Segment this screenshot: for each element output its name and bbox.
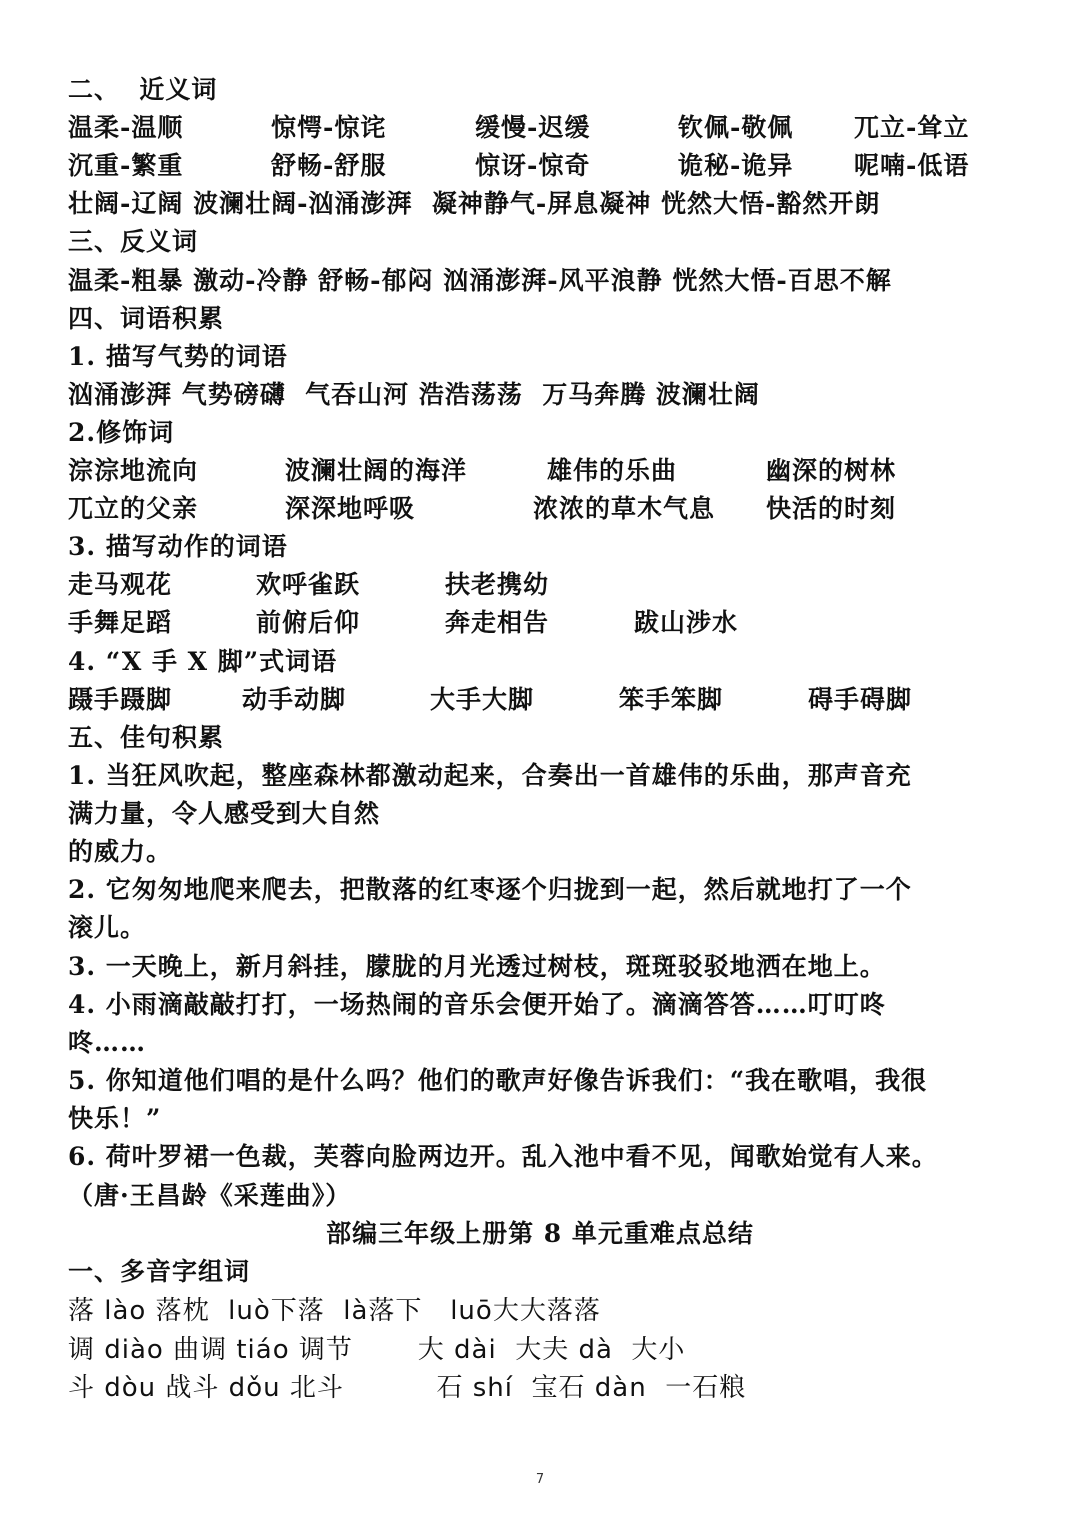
phrase: 动手动脚 [242,685,347,714]
phrase: 大手大脚 [430,685,535,714]
phrase: 扶老携幼 [445,570,550,599]
phrase: 碍手碍脚 [808,685,913,714]
sentences-heading: 五、佳句积累 [68,723,225,752]
phrase: 前俯后仰 [256,608,361,637]
synonym-pair: 兀立-耸立 [854,113,970,142]
sentence-line: 3. 一天晚上，新月斜挂，朦胧的月光透过树枝，斑斑驳驳地洒在地上。 [68,952,886,981]
sentence-line: 满力量，令人感受到大自然 [68,799,381,828]
phrase: 深深地呼吸 [285,494,416,523]
sentence-line: 滚儿。 [68,913,147,942]
synonym-pair: 温柔-温顺 [68,113,184,142]
unit8-title: 部编三年级上册第 8 单元重难点总结 [326,1219,754,1248]
phrase: 跋山涉水 [634,608,739,637]
antonyms-line: 温柔-粗暴 激动-冷静 舒畅-郁闷 汹涌澎湃-风平浪静 恍然大悟-百思不解 [68,266,892,295]
phrase: 手舞足蹈 [68,608,173,637]
phrase: 雄伟的乐曲 [547,456,678,485]
sentence-line: 1. 当狂风吹起，整座森林都激动起来，合奏出一首雄伟的乐曲，那声音充 [68,761,912,790]
phrase: 浓浓的草木气息 [533,494,716,523]
synonym-pair: 诡秘-诡异 [678,151,794,180]
sentence-line: 快乐！” [68,1104,162,1133]
sentence-line: 5. 你知道他们唱的是什么吗？他们的歌声好像告诉我们：“我在歌唱，我很 [68,1066,928,1095]
phrase: 快活的时刻 [766,494,897,523]
polyphone-line: 斗 dòu 战斗 dǒu 北斗 石 shí 宝石 dàn 一石粮 [68,1373,747,1403]
polyphone-line: 调 diào 曲调 tiáo 调节 大 dài 大夫 dà 大小 [68,1335,686,1365]
synonym-pair: 舒畅-舒服 [271,151,387,180]
sentence-line: 的威力。 [68,837,173,866]
phrase: 兀立的父亲 [68,494,199,523]
phrase: 淙淙地流向 [68,456,199,485]
sentence-line: （唐·王昌龄《采莲曲》） [68,1181,352,1210]
phrase: 幽深的树林 [766,456,897,485]
phrase: 欢呼雀跃 [256,570,361,599]
sentence-line: 4. 小雨滴敲敲打打，一场热闹的音乐会便开始了。滴滴答答……叮叮咚 [68,990,886,1019]
phrase: 波澜壮阔的海洋 [285,456,468,485]
phrase: 走马观花 [68,570,173,599]
sentence-line: 2. 它匆匆地爬来爬去，把散落的红枣逐个归拢到一起，然后就地打了一个 [68,875,912,904]
polyphone-line: 落 lào 落枕 luò下落 là落下 luō大大落落 [68,1296,601,1326]
page-number: 7 [535,1472,545,1487]
synonyms-row-3: 壮阔-辽阔 波澜壮阔-汹涌澎湃 凝神静气-屏息凝神 恍然大悟-豁然开朗 [68,189,881,218]
synonym-pair: 惊讶-惊奇 [475,151,591,180]
vocab-s1-title: 1. 描写气势的词语 [68,342,288,371]
antonyms-heading: 三、反义词 [68,227,199,256]
synonym-pair: 缓慢-迟缓 [475,113,591,142]
vocab-s1-line: 汹涌澎湃 气势磅礴 气吞山河 浩浩荡荡 万马奔腾 波澜壮阔 [68,380,760,409]
vocab-heading: 四、词语积累 [68,304,225,333]
phrase: 奔走相告 [445,608,550,637]
synonym-pair: 惊愕-惊诧 [271,113,387,142]
sentence-line: 6. 荷叶罗裙一色裁，芙蓉向脸两边开。乱入池中看不见，闻歌始觉有人来。 [68,1142,938,1171]
synonyms-heading: 二、 近义词 [68,75,218,104]
vocab-s3-title: 3. 描写动作的词语 [68,532,288,561]
synonym-pair: 呢喃-低语 [854,151,970,180]
vocab-s2-title: 2.修饰词 [68,418,175,447]
phrase: 笨手笨脚 [619,685,724,714]
unit8-heading: 一、多音字组词 [68,1257,251,1286]
phrase: 蹑手蹑脚 [68,685,173,714]
synonym-pair: 钦佩-敬佩 [678,113,794,142]
sentence-line: 咚…… [68,1028,147,1057]
synonym-pair: 沉重-繁重 [68,151,184,180]
vocab-s4-title: 4. “X 手 X 脚”式词语 [68,647,338,676]
